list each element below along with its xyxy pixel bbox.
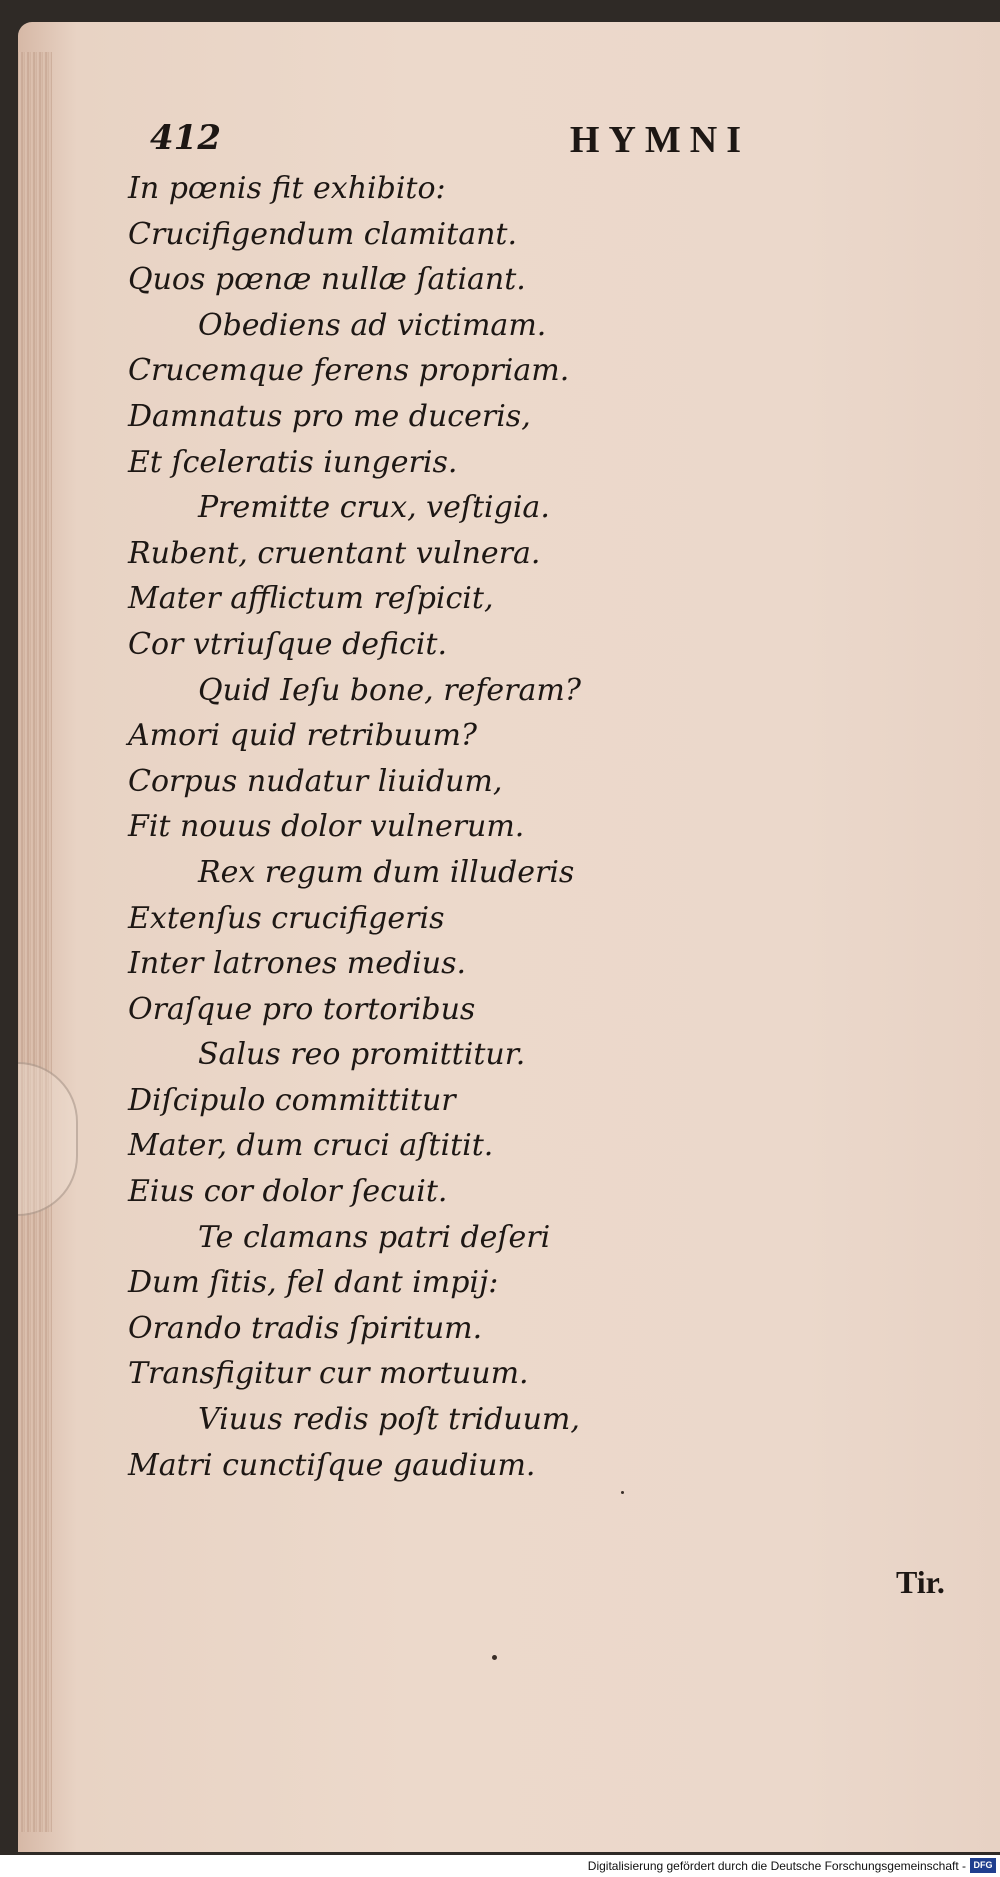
dfg-logo: DFG [970, 1858, 996, 1873]
verse-line: Te clamans patri deſeri [198, 1219, 551, 1255]
verse-line: Amori quid retribuum? [128, 718, 477, 754]
verse-line: In pœnis fit exhibito: [128, 171, 446, 206]
verse-line: Fit nouus dolor vulnerum. [128, 809, 525, 845]
hymn-text [128, 166, 768, 1488]
running-head [150, 118, 750, 168]
verse-line: Crucifigendum clamitant. [128, 216, 517, 252]
catchword: Tir. [896, 1564, 945, 1600]
page-edges [18, 52, 52, 1832]
verse-line: Transfigitur cur mortuum. [128, 1356, 529, 1392]
ink-speck [621, 1491, 624, 1494]
ink-speck [492, 1655, 497, 1660]
verse-line: Quid Ieſu bone, referam? [198, 672, 581, 708]
verse-line: Salus reo promittitur. [198, 1037, 526, 1073]
verse-line: Orando tradis ſpiritum. [128, 1310, 483, 1346]
verse-line: Crucemque ferens propriam. [128, 353, 570, 389]
running-title: HYMNI [569, 119, 750, 161]
page-number: 412 [150, 118, 221, 158]
verse-line: Et ſceleratis iungeris. [128, 444, 458, 480]
verse-line: Obediens ad victimam. [198, 307, 547, 343]
verse-line: Extenſus crucifigeris [128, 900, 445, 936]
footer-credit: Digitalisierung gefördert durch die Deutsche Forschungsgemeinschaft - [587, 1859, 966, 1873]
digitization-footer [0, 1855, 1000, 1877]
verse-line: Mater, dum cruci aſtitit. [128, 1128, 494, 1164]
verse-line: Quos pœnæ nullæ ſatiant. [128, 262, 526, 298]
verse-line: Inter latrones medius. [128, 946, 467, 982]
clip-shadow [18, 1062, 78, 1216]
verse-line: Dum ſitis, fel dant impij: [128, 1265, 499, 1301]
verse-line: Corpus nudatur liuidum, [128, 763, 503, 799]
verse-line: Mater afflictum reſpicit, [128, 581, 494, 617]
verse-line: Premitte crux, veſtigia. [198, 490, 550, 526]
verse-line: Damnatus pro me duceris, [128, 398, 531, 434]
verse-line: Eius cor dolor ſecuit. [128, 1174, 448, 1210]
verse-line: Rex regum dum illuderis [198, 854, 575, 890]
verse-line: Oraſque pro tortoribus [128, 991, 476, 1027]
verse-line: Diſcipulo committitur [128, 1082, 456, 1118]
verse-line: Matri cunctiſque gaudium. [128, 1447, 536, 1483]
verse-line: Rubent, cruentant vulnera. [128, 535, 541, 571]
verse-line: Cor vtriuſque deficit. [128, 626, 448, 662]
verse-line: Viuus redis poſt triduum, [198, 1402, 580, 1438]
